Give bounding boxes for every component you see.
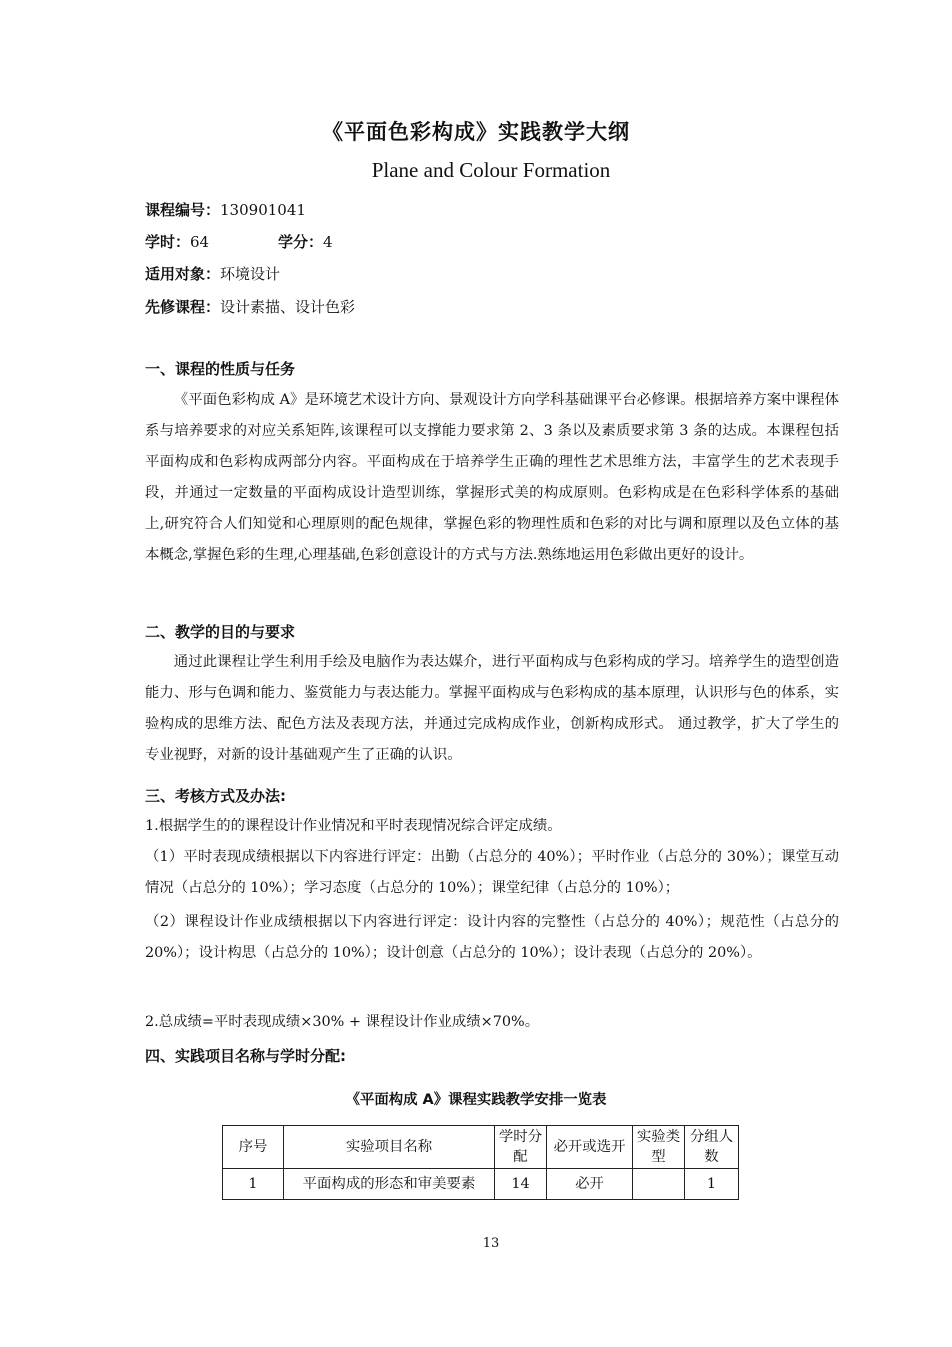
section-4-heading: 四、实践项目名称与学时分配:	[145, 1047, 346, 1065]
cell-hours: 14	[495, 1169, 547, 1200]
cell-type	[633, 1169, 685, 1200]
section-2-paragraph: 通过此课程让学生利用手绘及电脑作为表达媒介，进行平面构成与色彩构成的学习。培养学生的造型创造能力、形与色调和能力、鉴赏能力与表达能力。掌握平面构成与色彩构成的基本原理，认识形与色的体系，实验构成的思维方法、配色方法及表现方法，并通过完成构成作业，创新构成形式。 通过教学，扩大了学生的专业视野，对新的设计基础观产生了正确的认识。	[145, 654, 839, 763]
section-1-paragraph: 《平面色彩构成 A》是环境艺术设计方向、景观设计方向学科基础课平台必修课。根据培养方案中课程体系与培养要求的对应关系矩阵,该课程可以支撑能力要求第 2、3 条以及素质要求第 3 条的达成。本课程包括平面构成和色彩构成两部分内容。平面构成在于培养学生正确的理性艺术思维方法，丰富学生的艺术表现手段，并通过一定数量的平面构成设计造型训练，掌握形式美的构成原则。色彩构成是在色彩科学体系的基础上,研究符合人们知觉和心理原则的配色规律，掌握色彩的物理性质和色彩的对比与调和原理以及色立体的基本概念,掌握色彩的生理,心理基础,色彩创意设计的方式与方法.熟练地运用色彩做出更好的设计。	[145, 392, 839, 563]
section-3-heading: 三、考核方式及办法:	[145, 787, 286, 805]
header-required: 必开或选开	[547, 1126, 633, 1169]
assessment-line-1: 1.根据学生的的课程设计作业情况和平时表现情况综合评定成绩。	[145, 818, 562, 834]
header-hours: 学时分配	[495, 1126, 547, 1169]
target-label: 适用对象：	[145, 265, 221, 283]
table-caption: 《平面构成 A》课程实践教学安排一览表	[345, 1092, 607, 1108]
cell-project-name: 平面构成的形态和审美要素	[284, 1169, 495, 1200]
header-type: 实验类型	[633, 1126, 685, 1169]
cell-group-size: 1	[685, 1169, 739, 1200]
page-number: 13	[482, 1236, 500, 1251]
header-project-name: 实验项目名称	[284, 1126, 495, 1169]
page-subtitle: Plane and Colour Formation	[371, 158, 611, 182]
page-title: 《平面色彩构成》实践教学大纲	[322, 120, 630, 144]
table-row	[223, 1169, 739, 1200]
target-line	[145, 263, 280, 284]
credit-value: 4	[323, 233, 333, 251]
course-code-line	[145, 199, 306, 220]
hours-credit-line	[145, 231, 445, 252]
target-value: 环境设计	[220, 265, 281, 283]
assessment-line-4: 2.总成绩=平时表现成绩×30% + 课程设计作业成绩×70%。	[145, 1014, 540, 1030]
assessment-line-2: （1）平时表现成绩根据以下内容进行评定：出勤（占总分的 40%）；平时作业（占总分的 30%）；课堂互动情况（占总分的 10%）；学习态度（占总分的 10%）；课堂纪律（占总分的 10%）；	[145, 849, 839, 896]
hours-value: 64	[190, 233, 210, 251]
practice-schedule-table	[222, 1125, 739, 1200]
table-header-row	[223, 1126, 739, 1169]
credit-label: 学分：	[278, 233, 324, 251]
hours-label: 学时：	[145, 233, 191, 251]
header-index: 序号	[223, 1126, 284, 1169]
prereq-label: 先修课程：	[145, 298, 221, 316]
header-group-size: 分组人数	[685, 1126, 739, 1169]
course-code-label: 课程编号：	[145, 201, 221, 219]
cell-index: 1	[223, 1169, 284, 1200]
section-2-heading: 二、教学的目的与要求	[145, 623, 296, 641]
course-code-value: 130901041	[220, 201, 306, 219]
section-1-heading: 一、课程的性质与任务	[145, 360, 296, 378]
prereq-value: 设计素描、设计色彩	[220, 298, 356, 316]
assessment-line-3: （2）课程设计作业成绩根据以下内容进行评定：设计内容的完整性（占总分的 40%）；规范性（占总分的 20%）；设计构思（占总分的 10%）；设计创意（占总分的 10%）；设计表现（占总分的 20%）。	[145, 914, 839, 961]
cell-required: 必开	[547, 1169, 633, 1200]
prereq-line	[145, 296, 355, 317]
